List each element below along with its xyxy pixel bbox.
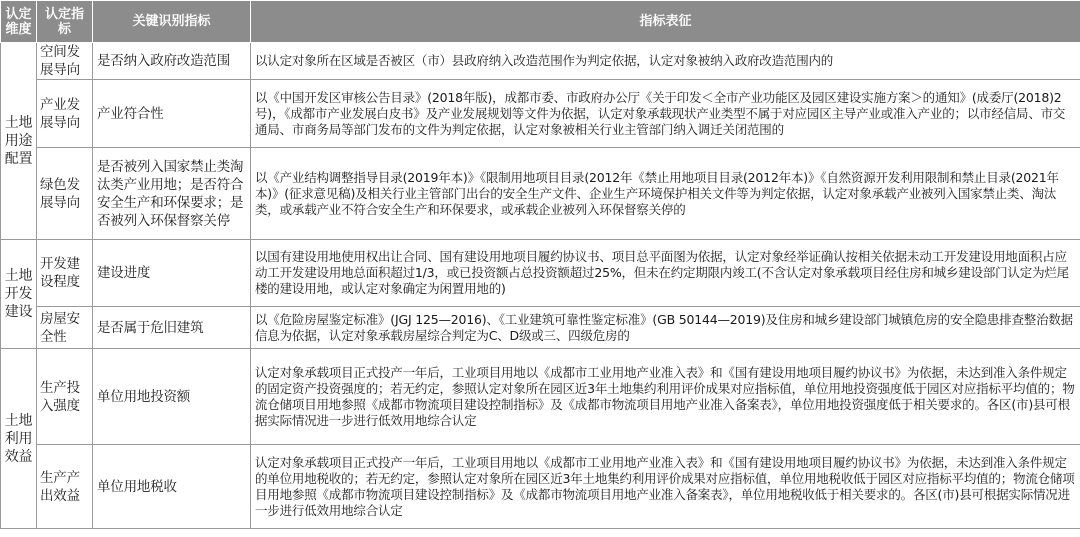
description-cell: 以认定对象所在区域是否被区（市）县政府纳入改造范围作为判定依据，认定对象被纳入政府改造范围内的 — [251, 43, 1080, 80]
header-indicator: 认定指标 — [37, 1, 93, 43]
description-cell: 以《产业结构调整指导目录(2019年本)》《限制用地项目目录(2012年《禁止用地项目目录(2012年本)》《自然资源开发利用限制和禁止目录(2021年本)》(征求意见稿)及相关行业主管部门出台的安全生产文件、企业生产环境保护相关文件等为判定依据，认定对象承载产业被列入国家禁止类、淘汰类，或承载产业不符合安全生产和环保要求，或承载企业被列入环保督察关停的 — [251, 148, 1080, 240]
key-indicator-cell: 建设进度 — [93, 240, 251, 307]
description-cell: 以国有建设用地使用权出让合同、国有建设用地项目履约协议书、项目总平面图为依据，认定对象经举证确认按相关依据未动工开发建设用地面积占应动工开发建设用地总面积超过1/3，或已投资额占总投资额超过25%，但未在约定期限内竣工(不含认定对象承载项目经住房和城乡建设部门认定为烂尾楼的建设用地，或认定对象确定为闲置用地的) — [251, 240, 1080, 307]
key-indicator-cell: 单位用地投资额 — [93, 349, 251, 445]
key-indicator-cell: 是否属于危旧建筑 — [93, 307, 251, 349]
header-key-indicator: 关键识别指标 — [93, 1, 251, 43]
indicator-cell: 生产产出效益 — [37, 445, 93, 529]
header-description: 指标表征 — [251, 1, 1080, 43]
indicator-cell: 产业发展导向 — [37, 80, 93, 148]
dimension-cell: 土地用途配置 — [1, 43, 37, 240]
table-header-row — [1, 1, 1080, 43]
table-row — [1, 445, 1080, 529]
indicator-cell: 绿色发展导向 — [37, 148, 93, 240]
indicator-cell: 房屋安全性 — [37, 307, 93, 349]
indicator-cell: 生产投入强度 — [37, 349, 93, 445]
description-cell: 以《危险房屋鉴定标准》(JGJ 125—2016)、《工业建筑可靠性鉴定标准》(GB 50144—2019)及住房和城乡建设部门城镇危房的安全隐患排查整治数据信息为依据，认定对象承载房屋综合判定为C、D级或三、四级危房的 — [251, 307, 1080, 349]
table-row — [1, 349, 1080, 445]
dimension-cell: 土地开发建设 — [1, 240, 37, 349]
table-row — [1, 80, 1080, 148]
key-indicator-cell: 产业符合性 — [93, 80, 251, 148]
indicator-cell: 开发建设程度 — [37, 240, 93, 307]
header-dimension: 认定维度 — [1, 1, 37, 43]
table-row — [1, 43, 1080, 80]
description-cell: 认定对象承载项目正式投产一年后，工业项目用地以《成都市工业用地产业准入表》和《国有建设用地项目履约协议书》为依据，未达到准入条件规定的单位用地税收的；若无约定，参照认定对象所在园区近3年土地集约利用评价成果对应指标值，单位用地税收低于园区对应指标平均值的；物流仓储项目用地参照《成都市物流项目建设控制指标》及《成都市物流项目用地产业准入备案表》，单位用地税收低于相关要求的。各区(市)县可根据实际情况进一步进行低效用地综合认定 — [251, 445, 1080, 529]
key-indicator-cell: 是否被列入国家禁止类淘汰类产业用地；是否符合安全生产和环保要求；是否被列入环保督察关停 — [93, 148, 251, 240]
table-row — [1, 148, 1080, 240]
table-row — [1, 307, 1080, 349]
description-cell: 认定对象承载项目正式投产一年后，工业项目用地以《成都市工业用地产业准入表》和《国有建设用地项目履约协议书》为依据，未达到准入条件规定的固定资产投资强度的；若无约定，参照认定对象所在园区近3年土地集约利用评价成果对应指标值，单位用地投资强度低于园区对应指标平均值的；物流仓储项目用地参照《成都市物流项目建设控制指标》及《成都市物流项目用地产业准入备案表》，单位用地投资强度低于相关要求的。各区(市)县可根据实际情况进一步进行低效用地综合认定 — [251, 349, 1080, 445]
description-cell: 以《中国开发区审核公告目录》(2018年版)，成都市委、市政府办公厅《关于印发＜全市产业功能区及园区建设实施方案＞的通知》(成委厅(2018)2号)，《成都市产业发展白皮书》及产业发展规划等文件为依据，认定对象承载现状产业类型不属于对应园区主导产业或准入产业的；以市经信局、市交通局、市商务局等部门发布的文件为判定依据，认定对象被相关行业主管部门纳入调迁关闭范围的 — [251, 80, 1080, 148]
key-indicator-cell: 单位用地税收 — [93, 445, 251, 529]
dimension-cell: 土地利用效益 — [1, 349, 37, 529]
indicator-cell: 空间发展导向 — [37, 43, 93, 80]
key-indicator-cell: 是否纳入政府改造范围 — [93, 43, 251, 80]
table-row — [1, 240, 1080, 307]
